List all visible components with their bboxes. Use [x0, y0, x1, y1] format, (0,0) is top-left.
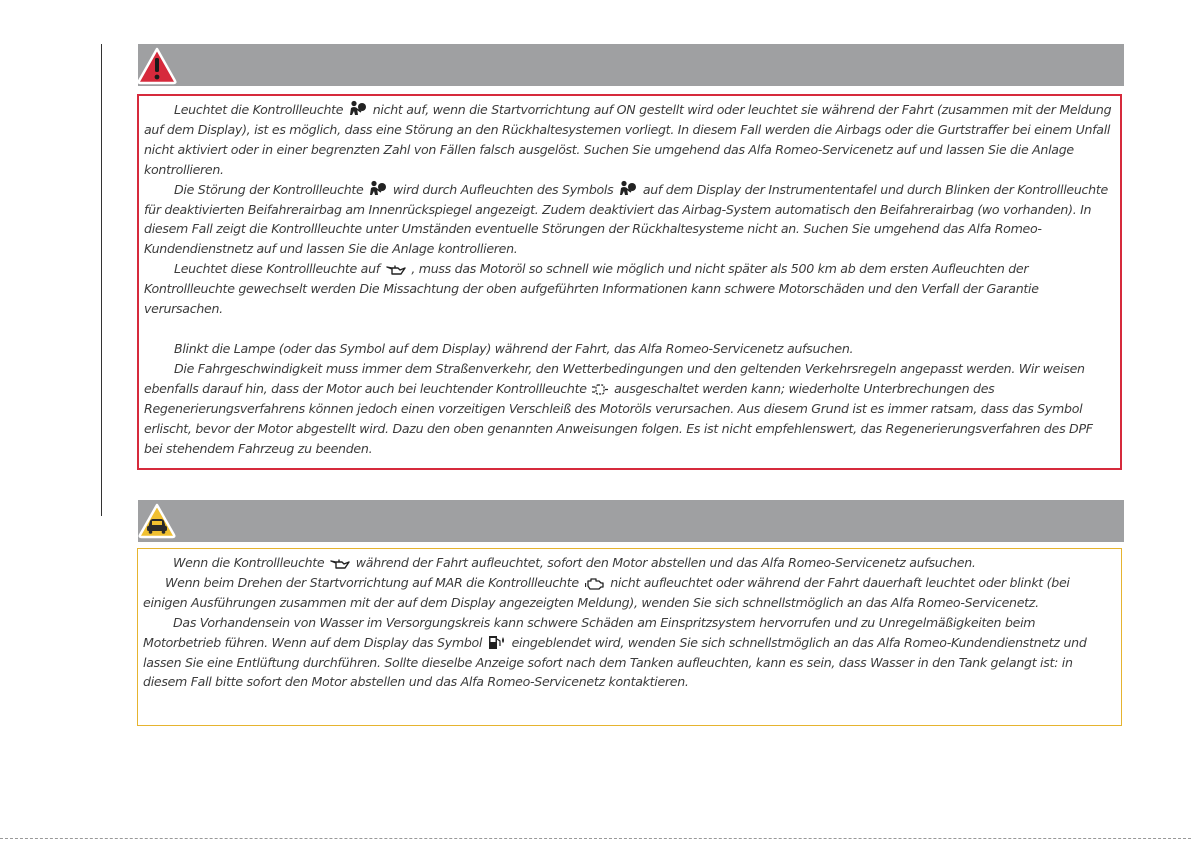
oil-can-icon: [330, 558, 350, 570]
car-caution-icon: [137, 502, 177, 540]
paragraph-text: Die Störung der Kontrollleuchte: [174, 181, 364, 197]
airbag-warning-light-icon: [349, 100, 367, 117]
dpf-filter-icon: [592, 383, 608, 396]
caution-paragraph-oil: [143, 553, 1113, 573]
paragraph-text: Das Vorhandensein von Wasser im Versorgungskreis kann schwere Schäden am Einspritzsystem hervorrufen und zu Unregelmäßigkeiten beim Motorbetrieb führen. Wenn auf dem Display das Symbol: [143, 614, 1036, 650]
paragraph-text: eingeblendet wird, wenden Sie sich schnellstmöglich an das Alfa Romeo-Kundendienstnetz und lassen Sie eine Entlüftung durchführen. Sollte dieselbe Anzeige sofort nach dem Tanken aufleuchten, kann es sein, dass Wasser in den Tank gelangt ist: in diesem Fall bitte sofort den Motor abstellen und das Alfa Romeo-Servicenetz kontaktieren.: [143, 634, 1087, 690]
paragraph-text: während der Fahrt aufleuchtet, sofort den Motor abstellen und das Alfa Romeo-Servicenetz aufsuchen.: [355, 555, 976, 570]
paragraph-text: Leuchtet diese Kontrollleuchte auf: [174, 261, 380, 277]
airbag-warning-light-icon: [619, 180, 637, 197]
page-bottom-rule: [0, 838, 1191, 839]
paragraph-text: Leuchtet die Kontrollleuchte: [174, 102, 344, 117]
paragraph-text: nicht auf, wenn die Startvorrichtung auf ON gestellt wird oder leuchtet sie während der Fahrt (zusammen mit der Meldung auf dem Display), ist es möglich, dass eine Störung an den Rückhaltesystemen vorliegt. In diesem Fall werden die Airbags oder die Gurtstraffer bei einem Unfall nicht aktiviert oder in einer begrenzten Zahl von Fällen falsch ausgelöst. Suchen Sie umgehend das Alfa Romeo-Servicenetz auf und lassen Sie die Anlage kontrollieren.: [144, 102, 1112, 177]
warning-paragraph-blink: [144, 339, 1112, 359]
water-in-fuel-icon: [488, 634, 506, 650]
warning-paragraph-airbag: [144, 100, 1112, 180]
caution-header-bar: [138, 500, 1124, 542]
paragraph-text: Die Fahrgeschwindigkeit muss immer dem Straßenverkehr, den Wetterbedingungen und den geltenden Verkehrsregeln angepasst werden. Wir weisen ebenfalls darauf hin, dass der Motor auch bei leuchtender Kontrollleuchte: [144, 360, 1085, 396]
paragraph-text: Wenn die Kontrollleuchte: [173, 555, 325, 570]
warning-triangle-icon: [136, 46, 178, 86]
engine-check-icon: [585, 576, 605, 590]
paragraph-text: Blinkt die Lampe (oder das Symbol auf dem Display) während der Fahrt, das Alfa Romeo-Servicenetz aufsuchen.: [174, 340, 854, 356]
airbag-warning-light-icon: [369, 180, 387, 197]
warning-box: [137, 94, 1122, 470]
caution-paragraph-engine: [143, 573, 1113, 613]
paragraph-text: ausgeschaltet werden kann; wiederholte Unterbrechungen des Regenerierungsverfahrens können jedoch einen vorzeitigen Verschleiß des Motoröls verursachen. Aus diesem Grund ist es immer ratsam, dass das Symbol erlischt, bevor der Motor abgestellt wird. Dazu den oben genannten Anweisungen folgen. Es ist nicht empfehlenswert, das Regenerierungsverfahren des DPF bei stehendem Fahrzeug zu beenden.: [144, 380, 1093, 456]
caution-box: [137, 548, 1122, 726]
paragraph-text: wird durch Aufleuchten des Symbols: [392, 181, 614, 197]
warning-header-bar: [138, 44, 1124, 86]
page-margin-line: [101, 44, 102, 516]
paragraph-text: , muss das Motoröl so schnell wie möglich und nicht später als 500 km ab dem ersten Aufleuchten der Kontrollleuchte gewechselt werden Die Missachtung der oben aufgeführten Informationen kann schwere Motorschäden und den Verfall der Garantie verursachen.: [144, 261, 1039, 317]
paragraph-text: nicht aufleuchtet oder während der Fahrt dauerhaft leuchtet oder blinkt (bei einigen Ausführungen zusammen mit der auf dem Display angezeigten Meldung), wenden Sie sich schnellstmöglich an das Alfa Romeo-Servicenetz.: [143, 574, 1070, 610]
warning-paragraph-oil: [144, 259, 1112, 319]
warning-paragraph-dpf: [144, 359, 1112, 459]
warning-paragraph-airbag-fault: [144, 180, 1112, 260]
oil-can-icon: [386, 264, 406, 276]
paragraph-text: Wenn beim Drehen der Startvorrichtung auf MAR die Kontrollleuchte: [165, 574, 579, 590]
caution-paragraph-water: [143, 613, 1113, 693]
paragraph-text: auf dem Display der Instrumententafel und durch Blinken der Kontrollleuchte für deaktivierten Beifahrerairbag am Innenrückspiegel angezeigt. Zudem deaktiviert das Airbag-System automatisch den Beifahrerairbag (wo vorhanden). In diesem Fall zeigt die Kontrollleuchte unter Umständen eventuelle Störungen der Rückhaltesysteme nicht an. Suchen Sie umgehend das Alfa Romeo-Kundendienstnetz auf und lassen Sie die Anlage kontrollieren.: [144, 181, 1108, 257]
